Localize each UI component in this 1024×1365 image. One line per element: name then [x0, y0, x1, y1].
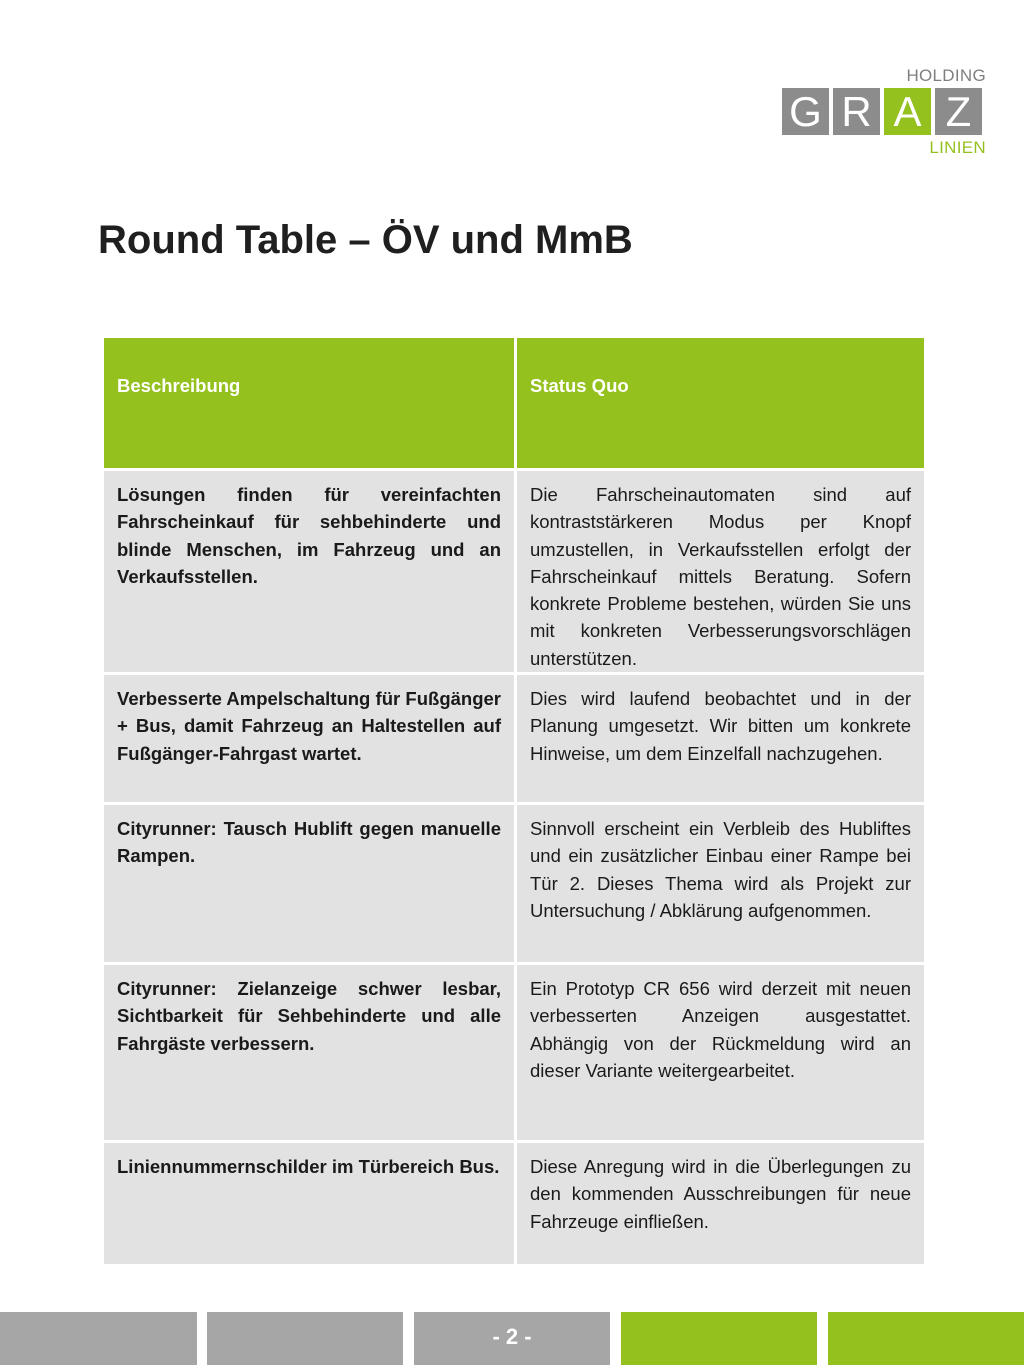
cell-beschreibung: Liniennummernschilder im Türbereich Bus.	[104, 1143, 514, 1264]
cell-status: Sinnvoll erscheint ein Verbleib des Hubliftes und ein zusätzlicher Einbau einer Rampe bei Tür 2. Dieses Thema wird als Projekt zur Untersuchung / Abklärung aufgenommen.	[517, 805, 924, 962]
table-row	[104, 471, 924, 672]
footer-block-1	[0, 1312, 197, 1365]
graz-linien-logo	[782, 66, 988, 160]
status-table	[104, 338, 924, 1264]
cell-status: Die Fahrscheinautomaten sind auf kontraststärkeren Modus per Knopf umzustellen, in Verkaufsstellen erfolgt der Fahrscheinkauf mittels Beratung. Sofern konkrete Probleme bestehen, würden Sie uns mit konkreten Verbesserungsvorschlägen unterstützen.	[517, 471, 924, 672]
table-row	[104, 805, 924, 962]
footer-bar	[0, 1312, 1024, 1365]
logo-linien-text: LINIEN	[929, 138, 986, 157]
table-row	[104, 1143, 924, 1264]
page-title: Round Table – ÖV und MmB	[98, 218, 633, 262]
header-beschreibung: Beschreibung	[104, 338, 514, 468]
logo-letter-a: A	[884, 88, 931, 135]
table-row	[104, 675, 924, 802]
logo-holding-text: HOLDING	[906, 66, 986, 85]
cell-status: Diese Anregung wird in die Überlegungen zu den kommenden Ausschreibungen für neue Fahrzeuge einfließen.	[517, 1143, 924, 1264]
logo-letter-r: R	[833, 88, 880, 135]
cell-status: Dies wird laufend beobachtet und in der Planung umgesetzt. Wir bitten um konkrete Hinweise, um dem Einzelfall nachzugehen.	[517, 675, 924, 802]
cell-status: Ein Prototyp CR 656 wird derzeit mit neuen verbesserten Anzeigen ausgestattet. Abhängig von der Rückmeldung wird an dieser Variante weitergearbeitet.	[517, 965, 924, 1140]
header-status-quo: Status Quo	[517, 338, 924, 468]
cell-beschreibung: Cityrunner: Zielanzeige schwer lesbar, Sichtbarkeit für Sehbehinderte und alle Fahrgäste verbessern.	[104, 965, 514, 1140]
logo-letter-g: G	[782, 88, 829, 135]
footer-block-4	[621, 1312, 817, 1365]
cell-beschreibung: Cityrunner: Tausch Hublift gegen manuelle Rampen.	[104, 805, 514, 962]
footer-block-2	[207, 1312, 403, 1365]
table-row	[104, 965, 924, 1140]
table-header-row	[104, 338, 924, 468]
logo-letter-z: Z	[935, 88, 982, 135]
page-number: - 2 -	[492, 1324, 532, 1349]
footer-block-3	[414, 1312, 610, 1365]
logo-letters	[782, 88, 982, 135]
footer-block-5	[828, 1312, 1024, 1365]
cell-beschreibung: Lösungen finden für vereinfachten Fahrscheinkauf für sehbehinderte und blinde Menschen, im Fahrzeug und an Verkaufsstellen.	[104, 471, 514, 672]
cell-beschreibung: Verbesserte Ampelschaltung für Fußgänger + Bus, damit Fahrzeug an Haltestellen auf Fußgänger-Fahrgast wartet.	[104, 675, 514, 802]
